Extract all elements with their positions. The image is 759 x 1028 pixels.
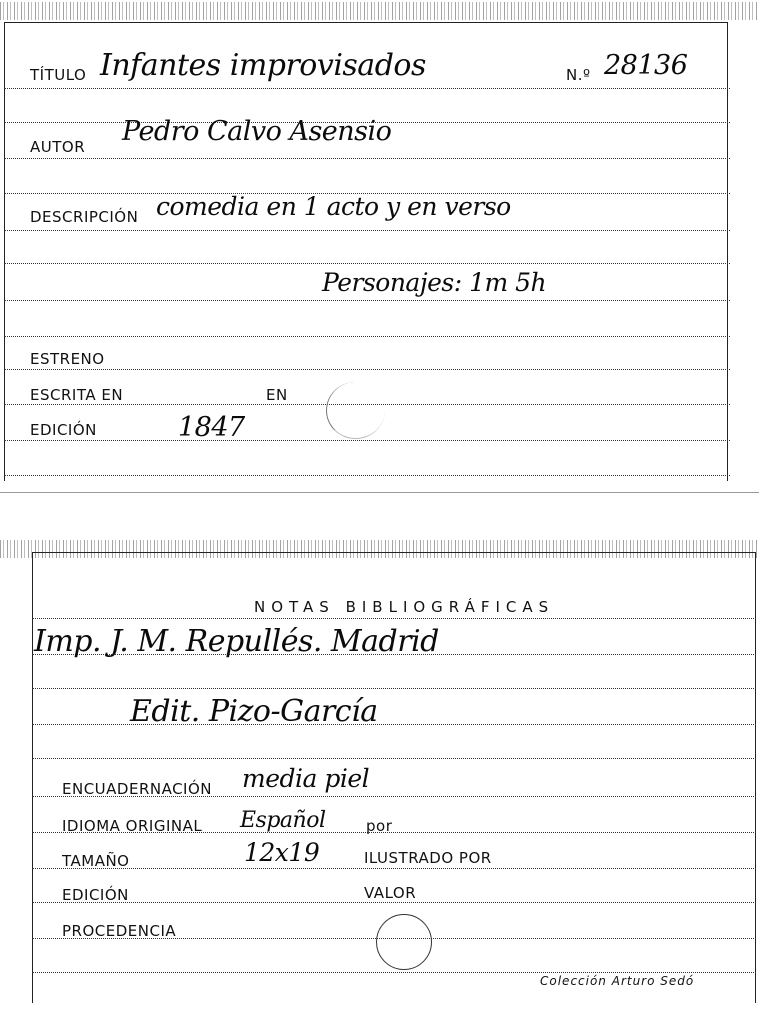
rule-line <box>4 300 730 301</box>
rule-line <box>4 369 730 370</box>
rule-line <box>32 902 756 903</box>
rule-line <box>4 230 730 231</box>
numero-value: 28136 <box>604 50 688 81</box>
autor-label: AUTOR <box>30 138 86 156</box>
tamano-value: 12x19 <box>244 838 320 867</box>
estreno-label: ESTRENO <box>30 350 105 368</box>
note-line-imprenta: Imp. J. M. Repullés. Madrid <box>34 624 439 659</box>
en-label: EN <box>266 386 288 404</box>
numero-label: N.º <box>566 66 591 84</box>
personajes-value: Personajes: 1m 5h <box>322 268 547 297</box>
top-card-speckle-edge <box>0 2 759 20</box>
rule-line <box>4 88 730 89</box>
titulo-value: Infantes improvisados <box>100 48 426 83</box>
rule-line <box>4 475 730 476</box>
coleccion-credit: Colección Arturo Sedó <box>540 974 695 988</box>
idioma-original-value: Español <box>240 808 326 833</box>
rule-line <box>32 688 756 689</box>
rule-line <box>32 868 756 869</box>
titulo-label: TÍTULO <box>30 66 87 84</box>
notas-bibliograficas-title: NOTAS BIBLIOGRÁFICAS <box>254 598 555 616</box>
rule-line <box>4 158 730 159</box>
rule-line <box>4 440 730 441</box>
descripcion-value: comedia en 1 acto y en verso <box>156 192 511 221</box>
circular-stamp <box>376 914 432 970</box>
tamano-label: TAMAÑO <box>62 852 130 870</box>
escrita-en-label: ESCRITA EN <box>30 386 124 404</box>
encuadernacion-value: media piel <box>242 764 370 793</box>
valor-label: VALOR <box>364 884 417 902</box>
edicion-notes-label: EDICIÓN <box>62 886 129 904</box>
ilustrado-por-label: ILUSTRADO POR <box>364 849 492 867</box>
encuadernacion-label: ENCUADERNACIÓN <box>62 780 213 798</box>
rule-line <box>32 972 756 973</box>
edicion-value: 1847 <box>178 412 245 443</box>
rule-line <box>4 336 730 337</box>
autor-value: Pedro Calvo Asensio <box>122 116 392 147</box>
rule-line <box>32 618 756 619</box>
por-label: por <box>366 817 393 835</box>
edicion-label: EDICIÓN <box>30 421 97 439</box>
faded-stamp <box>326 382 385 439</box>
rule-line <box>4 263 730 264</box>
rule-line <box>32 758 756 759</box>
note-line-editorial: Edit. Pizo-García <box>130 694 378 729</box>
card-divider <box>0 492 759 493</box>
idioma-original-label: IDIOMA ORIGINAL <box>62 817 203 835</box>
procedencia-label: PROCEDENCIA <box>62 922 177 940</box>
descripcion-label: DESCRIPCIÓN <box>30 208 139 226</box>
